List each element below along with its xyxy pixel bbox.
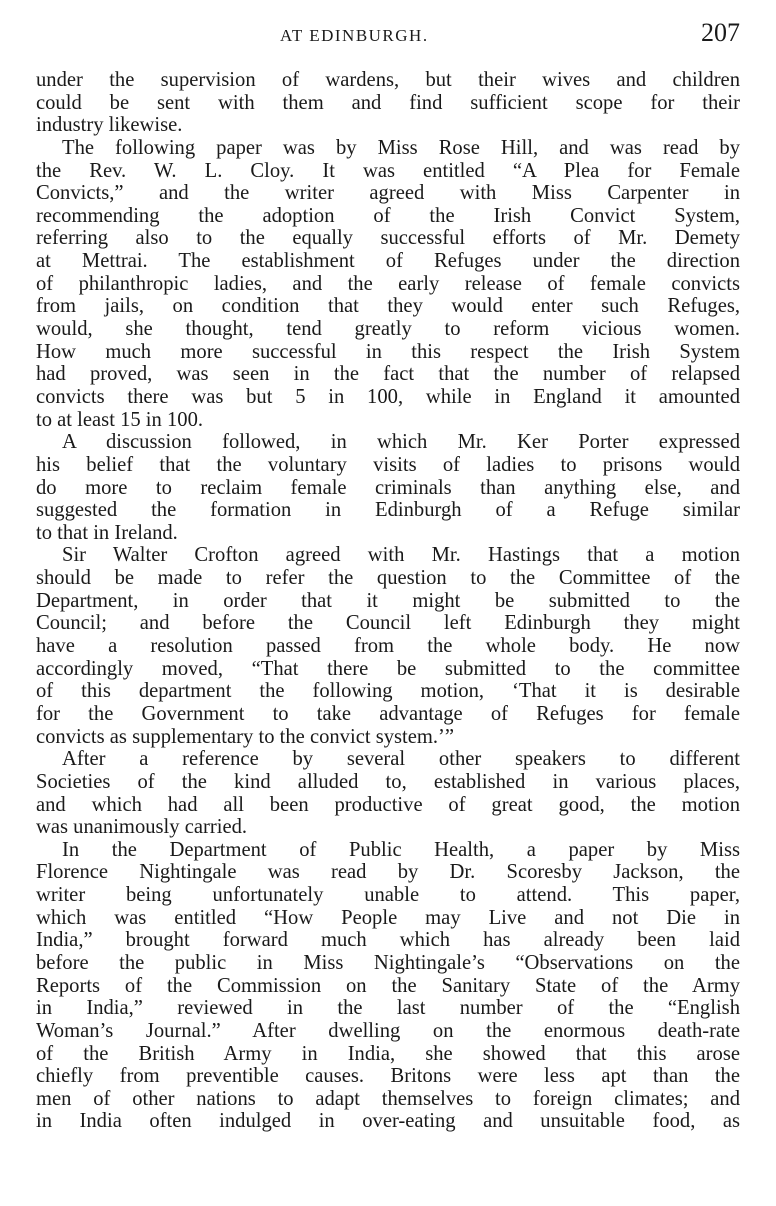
text-line: to that in Ireland. — [36, 521, 178, 544]
text-line: industry likewise. — [36, 114, 183, 137]
text-line: accordingly moved, “That there be submitted to the committee — [36, 657, 740, 680]
text-line: referring also to the equally successful efforts of Mr. Demety — [36, 227, 740, 250]
text-line: Societies of the kind alluded to, established in various places, — [36, 770, 740, 793]
text-line: at Mettrai. The establishment of Refuges under the direction — [36, 250, 740, 273]
text-line: men of other nations to adapt themselves to foreign climates; and — [36, 1087, 740, 1110]
text-line: of the British Army in India, she showed that this arose — [36, 1042, 740, 1065]
text-line: could be sent with them and find sufficient scope for their — [36, 91, 740, 114]
text-line: to at least 15 in 100. — [36, 408, 204, 431]
text-line: A discussion followed, in which Mr. Ker Porter expressed — [62, 431, 740, 454]
text-line: convicts as supplementary to the convict system.’” — [36, 725, 455, 748]
body-text — [36, 69, 740, 1133]
text-line: his belief that the voluntary visits of ladies to prisons would — [36, 453, 740, 476]
text-line: and which had all been productive of great good, the motion — [36, 793, 740, 816]
text-line: The following paper was by Miss Rose Hill, and was read by — [62, 136, 740, 159]
text-line: for the Government to take advantage of Refuges for female — [36, 702, 740, 725]
text-line: suggested the formation in Edinburgh of a Refuge similar — [36, 499, 740, 522]
text-line: was unanimously carried. — [36, 816, 248, 839]
text-line: Woman’s Journal.” After dwelling on the enormous death-rate — [36, 1019, 740, 1042]
text-line: After a reference by several other speakers to different — [62, 748, 740, 771]
text-line: of philanthropic ladies, and the early release of female convicts — [36, 272, 740, 295]
text-line: India,” brought forward much which has already been laid — [36, 929, 740, 952]
text-line: recommending the adoption of the Irish Convict System, — [36, 204, 740, 227]
text-line: from jails, on condition that they would enter such Refuges, — [36, 295, 740, 318]
text-line: Reports of the Commission on the Sanitary State of the Army — [36, 974, 740, 997]
text-line: which was entitled “How People may Live and not Die in — [36, 906, 740, 929]
running-head — [0, 18, 776, 52]
text-line: Sir Walter Crofton agreed with Mr. Hastings that a motion — [62, 544, 740, 567]
text-line: In the Department of Public Health, a paper by Miss — [62, 838, 740, 861]
text-line: writer being unfortunately unable to attend. This paper, — [36, 884, 740, 907]
page-number: 207 — [701, 18, 740, 47]
running-title: AT EDINBURGH. — [280, 26, 429, 45]
text-line: How much more successful in this respect the Irish System — [36, 340, 740, 363]
text-line: do more to reclaim female criminals than anything else, and — [36, 476, 740, 499]
text-line: had proved, was seen in the fact that the number of relapsed — [36, 363, 740, 386]
text-line: under the supervision of wardens, but their wives and children — [36, 69, 740, 91]
text-line: before the public in Miss Nightingale’s “Observations on the — [36, 951, 740, 974]
text-line: chiefly from preventible causes. Britons were less apt than the — [36, 1065, 740, 1088]
text-line: convicts there was but 5 in 100, while in England it amounted — [36, 385, 740, 408]
text-line: of this department the following motion, ‘That it is desirable — [36, 680, 740, 703]
text-line: should be made to refer the question to the Committee of the — [36, 567, 740, 590]
text-line: Council; and before the Council left Edinburgh they might — [36, 612, 740, 635]
text-line: Convicts,” and the writer agreed with Miss Carpenter in — [36, 182, 740, 205]
text-line: the Rev. W. L. Cloy. It was entitled “A Plea for Female — [36, 159, 740, 182]
text-line: have a resolution passed from the whole body. He now — [36, 635, 740, 658]
text-line: Department, in order that it might be submitted to the — [36, 589, 740, 612]
text-line: in India often indulged in over-eating and unsuitable food, as — [36, 1110, 740, 1133]
text-line: in India,” reviewed in the last number of the “English — [36, 997, 740, 1020]
text-line: would, she thought, tend greatly to reform vicious women. — [36, 318, 740, 341]
text-line: Florence Nightingale was read by Dr. Scoresby Jackson, the — [36, 861, 740, 884]
